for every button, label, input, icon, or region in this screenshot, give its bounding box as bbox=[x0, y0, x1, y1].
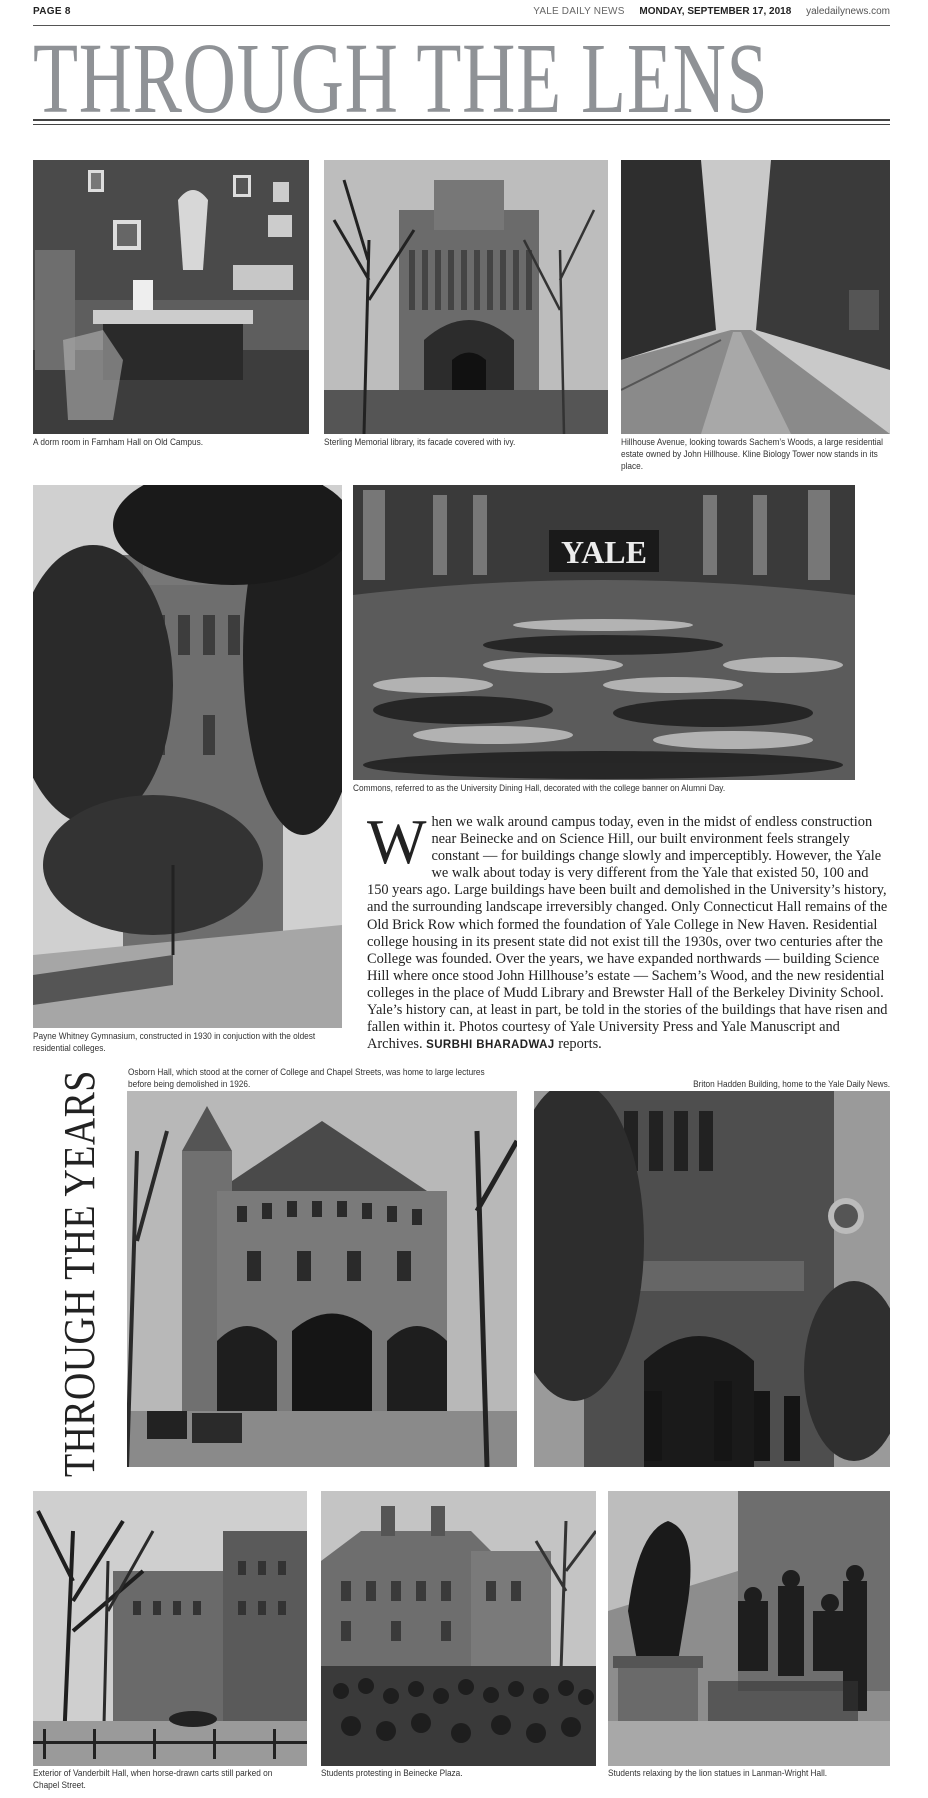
photo-dorm-room bbox=[33, 160, 309, 434]
section-title-vertical: THROUGH THE YEARS bbox=[55, 1070, 104, 1477]
photo-osborn-hall bbox=[127, 1091, 517, 1467]
photo-briton-hadden bbox=[534, 1091, 890, 1467]
headline-rule-thick bbox=[33, 119, 890, 121]
article-text: hen we walk around campus today, even in the midst of endless construction near Beinecke and on Science Hill, our built environment feels strangely constant — for buildings change slowly and imperceptibly. However, the Yale we walk about today is very different from the Yale that existed 50, 100 and 150 years ago. Large buildings have been built and demolished in the University’s history, and the surrounding landscape irreversibly changed. Only Connecticut Hall remains of the Old Brick Row which formed the foundation of Yale College in New Haven. Residential college housing in its present state did not exist till the 1930s, over two centuries after the College was founded. Over the years, we have expanded northwards — building Science Hill where once stood John Hillhouse’s estate — Sachem’s Wood, and the new residential colleges in the place of Mudd Library and Brewster Hall of the Berkeley Divinity School. Yale’s history can, at least in part, be told in the stories of the buildings that have risen and fallen within it. Photos courtesy of Yale University Press and Yale Manuscript and Archives. bbox=[367, 814, 888, 1053]
website-link[interactable]: yaledailynews.com bbox=[806, 6, 890, 17]
header-meta bbox=[521, 6, 890, 17]
page-header bbox=[33, 4, 890, 22]
caption-lanman-wright: Students relaxing by the lion statues in Lanman-Wright Hall. bbox=[608, 1768, 828, 1778]
yale-banner-text: YALE bbox=[561, 534, 647, 570]
article-byline: SURBHI BHARADWAJ bbox=[426, 1039, 555, 1052]
photo-lanman-wright bbox=[608, 1491, 890, 1766]
caption-payne-whitney: Payne Whitney Gymnasium, constructed in 1930 in conjuction with the oldest residential colleges. bbox=[33, 1031, 316, 1053]
photo-beinecke-protest bbox=[321, 1491, 596, 1766]
caption-beinecke-protest: Students protesting in Beinecke Plaza. bbox=[321, 1768, 463, 1778]
caption-commons: Commons, referred to as the University Dining Hall, decorated with the college banner on Alumni Day. bbox=[353, 783, 726, 793]
caption-hillhouse-avenue: Hillhouse Avenue, looking towards Sachem’s Woods, a large residential estate owned by John Hillhouse. Kline Biology Tower now stands in its place. bbox=[621, 437, 883, 471]
caption-vanderbilt-hall: Exterior of Vanderbilt Hall, when horse-drawn carts still parked on Chapel Street. bbox=[33, 1768, 273, 1790]
caption-osborn-hall: Osborn Hall, which stood at the corner of College and Chapel Streets, was home to large lectures before being demolished in 1926. bbox=[128, 1067, 485, 1089]
issue-date: MONDAY, SEPTEMBER 17, 2018 bbox=[639, 6, 792, 17]
photo-payne-whitney bbox=[33, 485, 342, 1028]
photo-commons bbox=[353, 485, 855, 780]
page-headline: THROUGH THE LENS bbox=[33, 22, 769, 134]
photo-sterling-library bbox=[324, 160, 608, 434]
photo-vanderbilt-hall bbox=[33, 1491, 307, 1766]
article-byline-suffix: reports. bbox=[558, 1036, 602, 1053]
article-body bbox=[367, 807, 891, 1054]
photo-hillhouse-avenue bbox=[621, 160, 890, 434]
caption-dorm-room: A dorm room in Farnham Hall on Old Campus. bbox=[33, 437, 204, 447]
page-number: PAGE 8 bbox=[33, 6, 71, 17]
article-dropcap: W bbox=[367, 807, 427, 877]
caption-sterling-library: Sterling Memorial library, its facade covered with ivy. bbox=[324, 437, 516, 447]
headline-rule-thin bbox=[33, 124, 890, 125]
caption-briton-hadden: Briton Hadden Building, home to the Yale Daily News. bbox=[693, 1079, 890, 1089]
paper-name: YALE DAILY NEWS bbox=[533, 6, 625, 17]
